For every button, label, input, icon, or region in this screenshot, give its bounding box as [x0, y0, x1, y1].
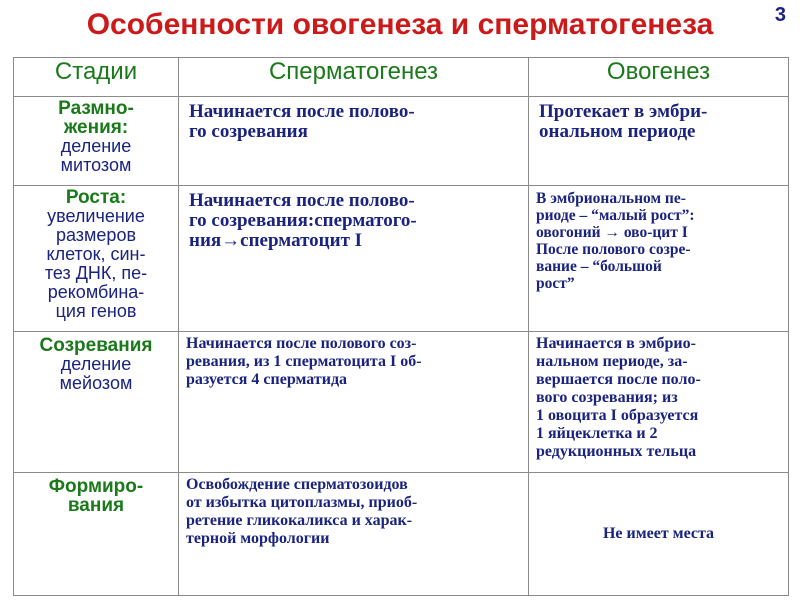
- oogenesis-cell: [529, 186, 789, 332]
- stage-cell: [14, 97, 179, 186]
- header-oogenesis: Овогенез: [529, 58, 789, 97]
- oogenesis-text: Начинается в эмбрио- нальном периоде, за- вершается после поло- вого созревания; из 1 овоцита I образуется 1 яйцеклетка и 2 редукционных тельца: [536, 335, 701, 460]
- stage-name: Роста:: [65, 187, 127, 208]
- oogenesis-cell: [529, 97, 789, 186]
- table-row: [14, 473, 789, 596]
- table-row: [14, 186, 789, 332]
- slide-title: Особенности овогенеза и сперматогенеза: [86, 8, 714, 41]
- spermatogenesis-text: Начинается после полово- го созревания: [189, 101, 415, 142]
- oogenesis-text: Не имеет места: [602, 525, 715, 542]
- stage-name: Формиро- вания: [48, 476, 144, 516]
- oogenesis-text: Протекает в эмбри- ональном периоде: [539, 101, 708, 142]
- spermatogenesis-cell: [179, 186, 529, 332]
- spermatogenesis-text: Освобождение сперматозоидов от избытка цитоплазмы, приоб- ретение гликокаликса и харак- терной морфологии: [186, 476, 418, 547]
- table-header-row: [14, 58, 789, 97]
- stage-name: Размно- жения:: [58, 98, 134, 138]
- stage-cell: [14, 186, 179, 332]
- spermatogenesis-cell: [179, 473, 529, 596]
- slide-number: 3: [774, 4, 786, 26]
- oogenesis-cell: [529, 332, 789, 473]
- stage-description: деление митозом: [60, 136, 132, 175]
- oogenesis-cell: [529, 473, 789, 596]
- stage-name: Созревания: [39, 335, 153, 356]
- stage-description: деление мейозом: [59, 354, 133, 393]
- spermatogenesis-cell: [179, 332, 529, 473]
- table-row: [14, 97, 789, 186]
- stage-description: увеличение размеров клеток, син- тез ДНК, пе- рекомбина- ция генов: [44, 206, 148, 321]
- stage-cell: [14, 473, 179, 596]
- stage-cell: [14, 332, 179, 473]
- spermatogenesis-text: Начинается после полово- го созревания:сперматого- ния→сперматоцит I: [189, 190, 417, 251]
- header-stages: Стадии: [14, 58, 179, 97]
- comparison-table: [13, 57, 789, 596]
- header-spermatogenesis: Сперматогенез: [179, 58, 529, 97]
- spermatogenesis-text: Начинается после полового соз- ревания, из 1 сперматоцита I об- разуется 4 сперматида: [186, 335, 422, 388]
- table-row: [14, 332, 789, 473]
- oogenesis-text: В эмбриональном пе- риоде – “малый рост”: овогоний → ово-цит I После полового созре- вание – “большой рост”: [536, 190, 695, 292]
- spermatogenesis-cell: [179, 97, 529, 186]
